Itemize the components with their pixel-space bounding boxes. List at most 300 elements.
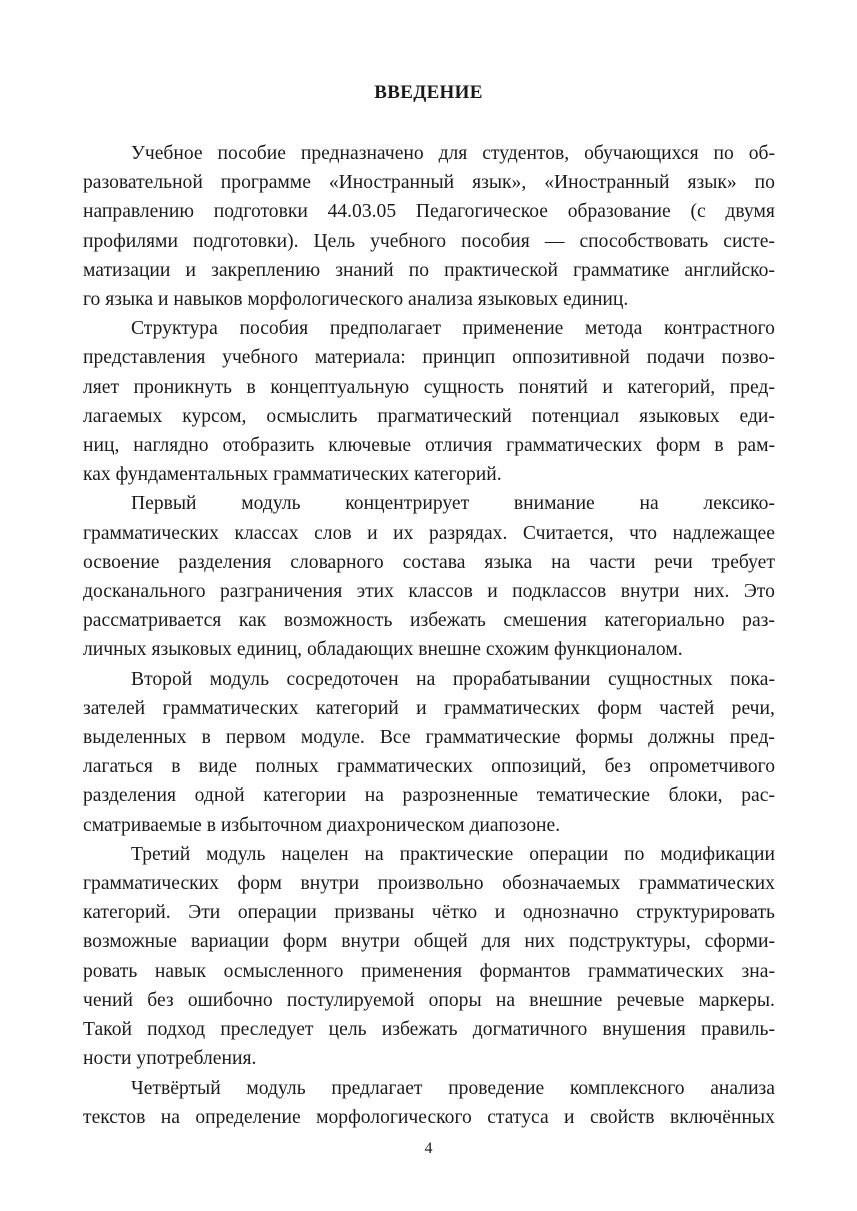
word: без xyxy=(604,756,631,778)
word: прагматический xyxy=(377,405,512,427)
word: чётко xyxy=(431,902,478,924)
word: учебного xyxy=(370,230,447,252)
text-line xyxy=(83,694,775,723)
paragraph-2 xyxy=(83,314,775,489)
word: зателей xyxy=(83,697,146,719)
line-text xyxy=(131,665,775,694)
text-line xyxy=(83,227,775,256)
word: по xyxy=(408,259,430,281)
word: грамматические xyxy=(425,727,561,749)
word: статуса xyxy=(487,1106,549,1128)
word: подструктуры, xyxy=(568,931,691,953)
text-line xyxy=(83,752,775,781)
word: форм xyxy=(237,873,282,895)
line-text xyxy=(83,519,775,548)
word: морфологического xyxy=(316,1106,472,1128)
word: сущностных xyxy=(607,668,713,690)
text-line xyxy=(83,1015,775,1044)
line-text: ности употребления. xyxy=(83,1048,257,1070)
word: 44.03.05 xyxy=(327,201,397,223)
word: подклассов xyxy=(512,581,607,603)
text-line xyxy=(83,840,775,869)
word: призваны xyxy=(334,902,415,924)
word: пособия xyxy=(461,230,530,252)
word: на xyxy=(639,493,659,515)
word: профилями xyxy=(83,230,178,252)
word: грамматических xyxy=(638,873,775,895)
word: в xyxy=(201,727,211,749)
word: полных xyxy=(255,756,319,778)
word: на xyxy=(364,843,384,865)
text-line xyxy=(83,665,775,694)
word: догматичного xyxy=(472,1019,588,1041)
word: и xyxy=(367,522,378,544)
text-line xyxy=(83,139,775,168)
word: предназначено xyxy=(300,143,424,164)
word: навык xyxy=(154,960,206,982)
text-line xyxy=(83,460,775,489)
text-line xyxy=(83,723,775,752)
word: надлежащее xyxy=(672,522,775,544)
line-text: личных языковых единиц, обладающих внешне схожим функционалом. xyxy=(83,639,683,661)
word: «Иностранный xyxy=(328,172,455,194)
line-text xyxy=(83,606,775,635)
word: грамматических xyxy=(506,435,643,457)
word: Учебное xyxy=(131,143,203,164)
word: обозначаемых xyxy=(502,873,621,895)
word: нацелен xyxy=(281,843,349,865)
word: на xyxy=(364,785,384,807)
word: Все xyxy=(379,727,411,749)
word: «Иностранный xyxy=(544,172,670,194)
text-line xyxy=(83,373,775,402)
word: наглядно xyxy=(133,435,209,457)
word: категорий, xyxy=(627,376,716,398)
line-text xyxy=(83,781,775,810)
line-text xyxy=(131,314,775,343)
word: классах xyxy=(234,522,299,544)
body-text xyxy=(83,139,775,1132)
line-text xyxy=(83,1103,775,1132)
word: языковых xyxy=(639,405,720,427)
word: проведение xyxy=(448,1077,545,1099)
line-text xyxy=(83,168,775,197)
word: сосредоточен xyxy=(286,668,399,690)
word: разделения xyxy=(178,551,272,573)
word: операции xyxy=(237,902,317,924)
word: по xyxy=(624,843,645,865)
word: для xyxy=(438,143,468,164)
word: рас- xyxy=(741,785,775,807)
word: маркеры. xyxy=(698,989,775,1011)
word: модуле. xyxy=(300,727,365,749)
word: осмыслить xyxy=(266,405,358,427)
word: и xyxy=(185,259,197,281)
word: как xyxy=(238,610,267,632)
word: внушения xyxy=(602,1019,686,1041)
word: модуль xyxy=(209,668,270,690)
line-text xyxy=(83,577,775,606)
text-line xyxy=(83,957,775,986)
word: категорий. xyxy=(83,902,171,924)
word: матизации xyxy=(83,259,171,281)
word: об- xyxy=(748,143,775,164)
word: отобразить xyxy=(222,435,315,457)
word: по xyxy=(713,143,734,164)
word: речи xyxy=(654,551,693,573)
word: общей xyxy=(413,931,468,953)
paragraph-6 xyxy=(83,1074,775,1132)
line-text xyxy=(83,343,775,372)
word: прорабатывании xyxy=(452,668,591,690)
line-text xyxy=(83,197,775,226)
word: закреплению xyxy=(211,259,321,281)
word: правиль- xyxy=(701,1019,775,1041)
word: пособие xyxy=(217,143,286,164)
word: свойств xyxy=(589,1106,655,1128)
word: отличия xyxy=(425,435,493,457)
word: Эти xyxy=(188,902,221,924)
word: формы xyxy=(575,727,634,749)
word: тематические xyxy=(536,785,650,807)
word: без xyxy=(147,989,174,1011)
line-text xyxy=(83,256,775,285)
word: обучающихся xyxy=(584,143,699,164)
word: ключевые xyxy=(328,435,412,457)
text-line xyxy=(83,256,775,285)
word: предполагает xyxy=(329,318,442,340)
word: части xyxy=(589,551,636,573)
word: систе- xyxy=(723,230,775,252)
word: концентрирует xyxy=(345,493,470,515)
line-text xyxy=(83,927,775,956)
word: словарного xyxy=(290,551,384,573)
text-line xyxy=(83,869,775,898)
word: выделенных xyxy=(83,727,187,749)
word: сущность xyxy=(423,376,504,398)
word: требует xyxy=(711,551,775,573)
word: освоение xyxy=(83,551,160,573)
word: применение xyxy=(462,318,564,340)
word: осмысленного xyxy=(223,960,344,982)
line-text xyxy=(131,139,775,168)
word: практической xyxy=(444,259,559,281)
word: цель xyxy=(328,1019,367,1041)
word: сформи- xyxy=(704,931,775,953)
text-line xyxy=(83,519,775,548)
text-line xyxy=(83,489,775,518)
word: структурировать xyxy=(636,902,775,924)
word: пока- xyxy=(730,668,775,690)
word: модуль xyxy=(206,843,266,865)
line-text: го языка и навыков морфологического анализа языковых единиц. xyxy=(83,289,629,311)
word: речевые xyxy=(616,989,685,1011)
word: в xyxy=(246,376,256,398)
word: подготовки). xyxy=(192,230,299,252)
word: грамматических xyxy=(587,960,724,982)
word: форм xyxy=(282,931,328,953)
word: пред- xyxy=(729,727,775,749)
word: ошибочно xyxy=(187,989,273,1011)
text-line xyxy=(83,1103,775,1132)
word: для xyxy=(481,931,511,953)
paragraph-1 xyxy=(83,139,775,314)
word: чений xyxy=(83,989,134,1011)
word: позво- xyxy=(721,347,775,369)
word: Структура xyxy=(131,318,218,340)
line-text xyxy=(83,957,775,986)
word: произвольно xyxy=(377,873,484,895)
paragraph-3 xyxy=(83,489,775,664)
text-line xyxy=(83,635,775,664)
text-line xyxy=(83,606,775,635)
word: лексико- xyxy=(703,493,775,515)
word: избежать xyxy=(409,610,486,632)
word: принцип xyxy=(422,347,496,369)
word: (с xyxy=(690,201,706,223)
line-text xyxy=(131,1074,775,1103)
word: грамматических xyxy=(83,873,219,895)
text-line xyxy=(83,927,775,956)
word: Третий xyxy=(131,843,191,865)
word: блоки, xyxy=(668,785,723,807)
word: опоры xyxy=(428,989,482,1011)
text-line xyxy=(83,1044,775,1073)
word: возможные xyxy=(83,931,177,953)
line-text xyxy=(83,227,775,256)
word: внимание xyxy=(513,493,595,515)
word: Такой xyxy=(83,1019,132,1041)
word: грамматических xyxy=(83,522,219,544)
word: текстов xyxy=(83,1106,146,1128)
word: разделения xyxy=(83,785,177,807)
word: преследует xyxy=(220,1019,314,1041)
word: одной xyxy=(194,785,245,807)
word: рам- xyxy=(737,435,775,457)
word: формантов xyxy=(479,960,571,982)
word: на xyxy=(495,989,516,1011)
word: лагаться xyxy=(83,756,153,778)
page-number: 4 xyxy=(424,1140,433,1157)
text-line xyxy=(83,548,775,577)
word: представления xyxy=(83,347,206,369)
line-text xyxy=(83,986,775,1015)
word: студентов, xyxy=(482,143,570,164)
line-text xyxy=(83,898,775,927)
word: разовательной xyxy=(83,172,203,194)
word: в xyxy=(714,435,724,457)
word: способствовать xyxy=(579,230,709,252)
word: образование xyxy=(567,201,671,223)
word: этих xyxy=(356,581,394,603)
word: однозначно xyxy=(522,902,619,924)
word: зна- xyxy=(741,960,775,982)
line-text xyxy=(83,694,775,723)
word: категорий xyxy=(315,697,399,719)
word: модуль xyxy=(246,1077,306,1099)
word: оппозитивной xyxy=(512,347,630,369)
line-text xyxy=(131,840,775,869)
word: двумя xyxy=(725,201,775,223)
word: избежать xyxy=(381,1019,458,1041)
text-line xyxy=(83,168,775,197)
line-text xyxy=(83,373,775,402)
word: внутри xyxy=(300,873,360,895)
word: них xyxy=(524,931,556,953)
word: материала: xyxy=(314,347,406,369)
word: предлагает xyxy=(331,1077,423,1099)
word: Это xyxy=(743,581,775,603)
word: грамматических xyxy=(336,756,473,778)
word: частей xyxy=(659,697,715,719)
word: пособия xyxy=(239,318,309,340)
word: контрастного xyxy=(663,318,775,340)
word: модификации xyxy=(660,843,775,865)
word: Второй xyxy=(131,668,193,690)
word: Педагогическое xyxy=(415,201,548,223)
word: них. xyxy=(693,581,730,603)
word: пред- xyxy=(729,376,775,398)
text-line xyxy=(83,811,775,840)
word: форм xyxy=(656,435,701,457)
word: в xyxy=(171,756,181,778)
line-text xyxy=(131,489,775,518)
word: знаний xyxy=(335,259,394,281)
word: и xyxy=(564,1106,575,1128)
word: потенциал xyxy=(531,405,620,427)
word: проникнуть xyxy=(133,376,232,398)
word: и xyxy=(416,697,427,719)
text-line xyxy=(83,197,775,226)
paragraph-4 xyxy=(83,665,775,840)
word: метода xyxy=(585,318,643,340)
word: смешения xyxy=(503,610,587,632)
word: язык» xyxy=(687,172,737,194)
word: грамматических xyxy=(444,697,581,719)
text-line xyxy=(83,402,775,431)
word: языка xyxy=(484,551,533,573)
word: — xyxy=(544,230,565,252)
word: внешние xyxy=(529,989,603,1011)
word: операции xyxy=(529,843,609,865)
text-line xyxy=(83,1074,775,1103)
word: включённых xyxy=(669,1106,775,1128)
word: подачи xyxy=(646,347,705,369)
word: учебного xyxy=(222,347,299,369)
word: анализа xyxy=(710,1077,775,1099)
word: и xyxy=(602,376,613,398)
word: определение xyxy=(195,1106,301,1128)
line-text xyxy=(83,723,775,752)
word: разрядах. xyxy=(428,522,508,544)
word: грамматике xyxy=(573,259,670,281)
word: комплексного xyxy=(569,1077,685,1099)
word: на xyxy=(551,551,571,573)
word: виде xyxy=(198,756,238,778)
word: по xyxy=(754,172,775,194)
text-line xyxy=(83,577,775,606)
word: что xyxy=(629,522,658,544)
word: вариации xyxy=(190,931,270,953)
line-text: ках фундаментальных грамматических категорий. xyxy=(83,464,502,486)
word: разграничения xyxy=(220,581,343,603)
word: категории xyxy=(263,785,347,807)
word: внутри xyxy=(341,931,400,953)
word: курсом, xyxy=(182,405,247,427)
word: подход xyxy=(147,1019,206,1041)
word: ляет xyxy=(83,376,120,398)
text-line xyxy=(83,781,775,810)
word: на xyxy=(160,1106,180,1128)
word: раз- xyxy=(742,610,775,632)
line-text xyxy=(83,402,775,431)
word: форм xyxy=(597,697,642,719)
word: и xyxy=(494,902,506,924)
text-line xyxy=(83,898,775,927)
text-line xyxy=(83,343,775,372)
word: постулируемой xyxy=(286,989,415,1011)
word: категориально xyxy=(604,610,725,632)
word: состава xyxy=(402,551,466,573)
word: язык», xyxy=(472,172,527,194)
word: ниц, xyxy=(83,435,120,457)
word: разрозненные xyxy=(402,785,519,807)
word: Считается, xyxy=(522,522,614,544)
text-line xyxy=(83,431,775,460)
word: Первый xyxy=(131,493,197,515)
line-text: сматриваемые в избыточном диахроническом диапозоне. xyxy=(83,814,561,836)
word: первом xyxy=(225,727,286,749)
line-text xyxy=(83,869,775,898)
word: рассматривается xyxy=(83,610,222,632)
word: и xyxy=(487,581,498,603)
page-title: ВВЕДЕНИЕ xyxy=(374,82,483,103)
word: подготовки xyxy=(213,201,308,223)
word: слов xyxy=(314,522,352,544)
text-line xyxy=(83,285,775,314)
word: классов xyxy=(408,581,473,603)
word: модуль xyxy=(241,493,301,515)
word: практические xyxy=(399,843,514,865)
text-line xyxy=(83,986,775,1015)
word: опрометчивого xyxy=(649,756,775,778)
line-text xyxy=(83,1015,775,1044)
word: должны xyxy=(648,727,715,749)
paragraph-5 xyxy=(83,840,775,1074)
word: лагаемых xyxy=(83,405,163,427)
line-text xyxy=(83,548,775,577)
word: грамматических xyxy=(162,697,299,719)
word: речи, xyxy=(731,697,775,719)
word: Цель xyxy=(313,230,356,252)
word: концептуальную xyxy=(270,376,410,398)
word: на xyxy=(416,668,436,690)
word: направлению xyxy=(83,201,194,223)
word: досканального xyxy=(83,581,206,603)
word: программе xyxy=(220,172,311,194)
word: понятий xyxy=(518,376,588,398)
word: ровать xyxy=(83,960,138,982)
word: Четвёртый xyxy=(131,1077,221,1099)
text-line xyxy=(83,314,775,343)
word: возможность xyxy=(283,610,393,632)
word: оппозиций, xyxy=(491,756,587,778)
line-text xyxy=(83,752,775,781)
word: применения xyxy=(360,960,463,982)
word: их xyxy=(393,522,414,544)
word: английско- xyxy=(684,259,775,281)
line-text xyxy=(83,431,775,460)
